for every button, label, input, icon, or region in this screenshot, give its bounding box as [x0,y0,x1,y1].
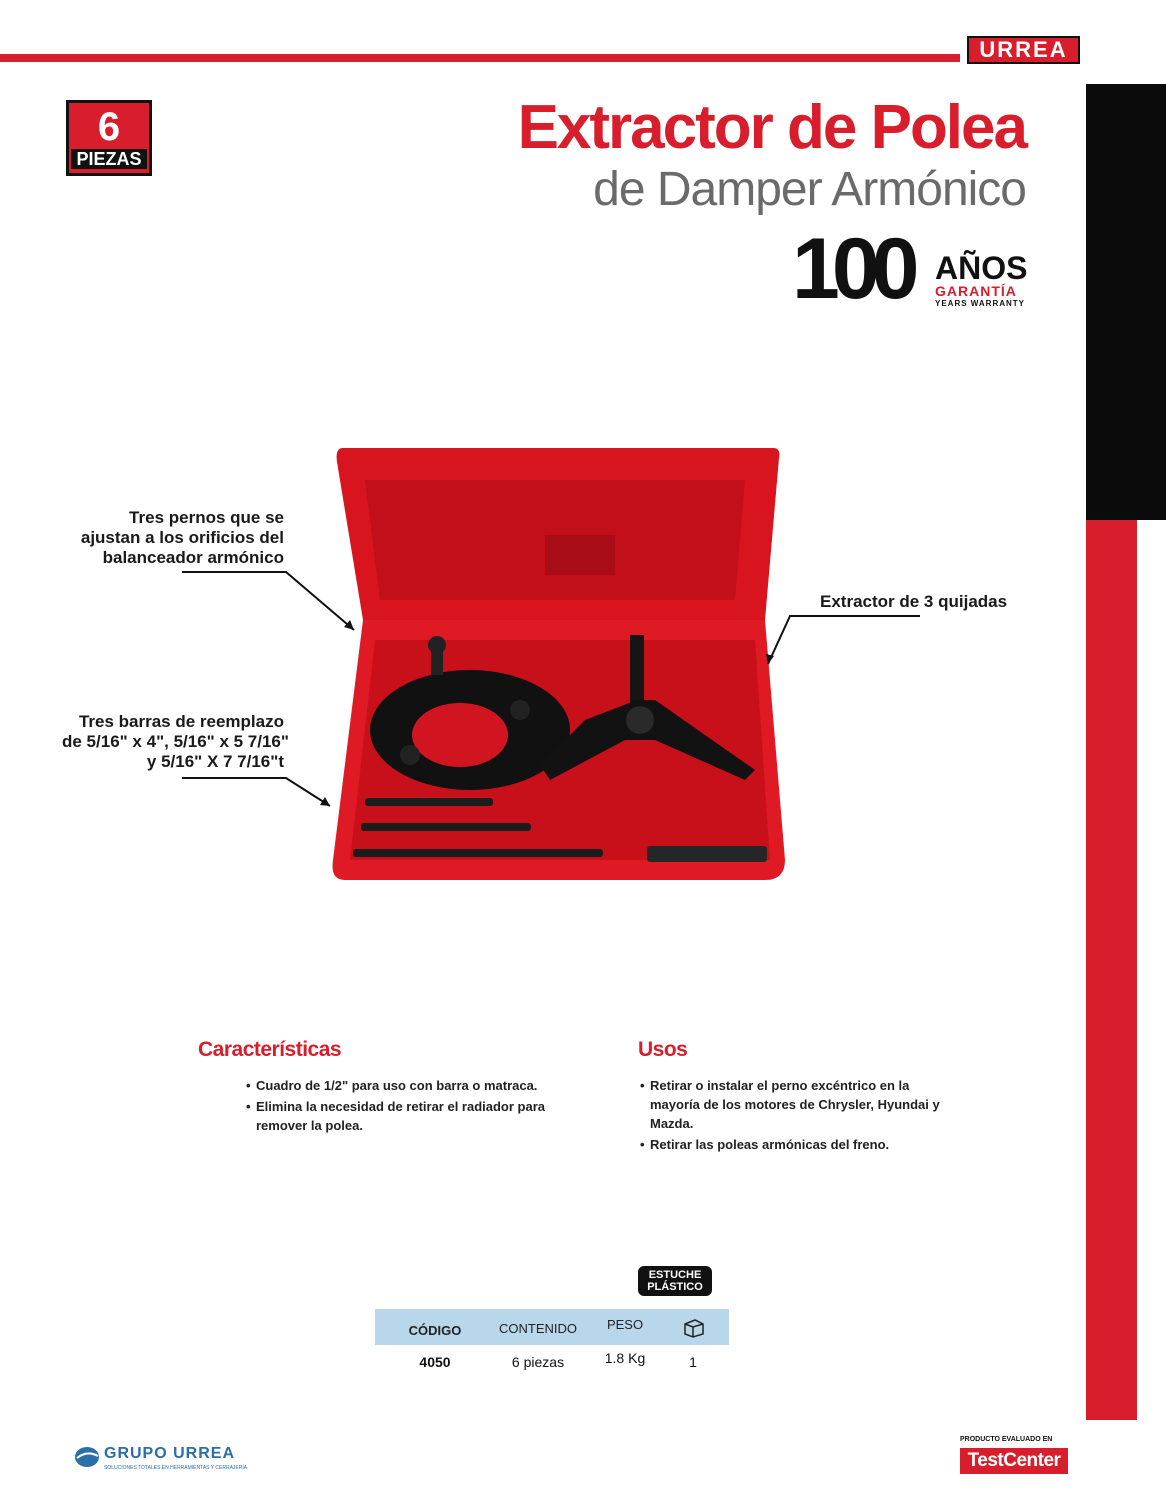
list-item: • Retirar las poleas armónicas del freno. [640,1135,950,1154]
box-icon [683,1318,705,1338]
header-code: CÓDIGO [408,1323,462,1338]
list-item: • Retirar o instalar el perno excéntrico en la mayoría de los motores de Chrysler, Hyundai y Mazda. [640,1076,950,1133]
evaluated-label: PRODUCTO EVALUADO EN [960,1436,1053,1443]
pieces-count: 6 [97,105,121,149]
grupo-urrea-logo: GRUPO URREA [104,1445,236,1462]
list-item: • Elimina la necesidad de retirar el radiador para remover la polea. [246,1097,566,1135]
product-title: Extractor de Polea [517,93,1026,162]
header-content: CONTENIDO [499,1321,577,1336]
urrea-logo: URREA [967,36,1080,64]
testcenter-logo: TestCenter [960,1448,1068,1474]
callout-bars: Tres barras de reemplazo de 5/16" x 4", 5/16" x 5 7/16" y 5/16" X 7 7/16"t [62,712,289,771]
row-qty: 1 [689,1354,697,1370]
features-heading: Características [198,1038,342,1061]
features-list [246,1076,566,1137]
grupo-urrea-tagline: SOLUCIONES TOTALES EN HERRAMIENTAS Y CERRAJERÍA [104,1465,248,1471]
callout-jaws: Extractor de 3 quijadas [820,592,1008,611]
warranty-garantia: GARANTÍA [935,283,1017,299]
callout-pins: Tres pernos que se ajustan a los orificios del balanceador armónico [80,508,284,567]
uses-heading: Usos [638,1038,688,1061]
grupo-urrea-icon [74,1446,100,1468]
row-content: 6 piezas [511,1354,565,1370]
warranty-years: AÑOS [935,250,1028,286]
case-type-badge: ESTUCHE PLÁSTICO [638,1266,712,1296]
product-subtitle: de Damper Armónico [593,163,1026,216]
warranty-number: 100 [792,221,912,317]
row-weight: 1.8 Kg [604,1350,646,1366]
warranty-english: YEARS WARRANTY [935,299,1026,308]
header-weight: PESO [606,1317,644,1332]
row-code: 4050 [419,1354,451,1370]
uses-list [640,1076,950,1156]
list-item: • Cuadro de 1/2" para uso con barra o matraca. [246,1076,566,1095]
pieces-label: PIEZAS [71,149,147,169]
